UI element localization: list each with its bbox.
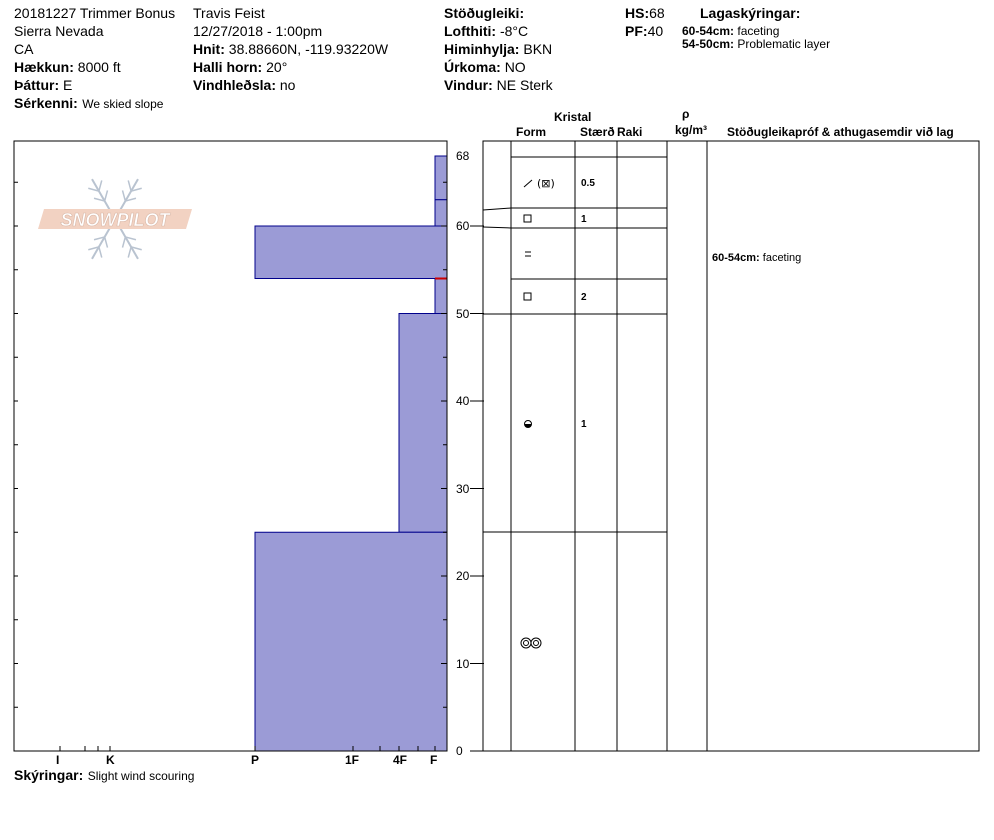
depth-label: 10 [456, 656, 470, 671]
layer-comment-range: 60-54cm: [712, 252, 763, 264]
elevation-label: Hækkun: [14, 59, 74, 75]
layer-note-1-text: faceting [737, 24, 780, 38]
observer: Travis Feist [193, 5, 265, 21]
moisture-header: Raki [617, 125, 643, 139]
size-header: Stærð [580, 125, 615, 139]
layer-note-2-range: 54-50cm: [682, 37, 735, 51]
hardness-label: P [251, 753, 260, 767]
grain-size-label: 0.5 [581, 178, 595, 189]
layer-note-2-text: Problematic layer [737, 37, 831, 51]
depth-label: 68 [456, 149, 470, 163]
grain-symbol [521, 638, 531, 648]
grain-symbol [524, 641, 529, 646]
form-header: Form [516, 125, 546, 139]
depth-label: 0 [456, 744, 463, 758]
layer-comment-text: faceting [762, 252, 802, 264]
density-unit-header: kg/m³ [675, 123, 708, 137]
stability-label: Stöðugleiki: [444, 5, 525, 21]
grain-symbol [524, 293, 531, 300]
table-connector [483, 208, 511, 210]
snowpilot-logo [38, 179, 192, 259]
table-connector [483, 227, 511, 228]
profile-layer [255, 532, 447, 751]
aspect-value: E [63, 77, 73, 93]
profile-layer [435, 200, 447, 226]
profile-layer [399, 314, 447, 533]
air-temp-value: -8°C [499, 23, 529, 39]
hardness-label: 1F [345, 753, 360, 767]
grain-symbol [524, 180, 532, 187]
hardness-label: 4F [393, 753, 408, 767]
wind-label: Vindur: [444, 77, 493, 93]
slope-value: 20° [266, 59, 288, 75]
hs-label: HS: [625, 5, 650, 21]
layer-note-1-range: 60-54cm: [682, 24, 735, 38]
pf-label: PF: [625, 23, 648, 39]
grain-symbol: (⊠) [537, 177, 555, 190]
wind-loading-value: no [279, 77, 296, 93]
hardness-label: F [430, 753, 438, 767]
footer-comments-label: Skýringar: [14, 767, 84, 783]
footer-comments-value: Slight wind scouring [87, 769, 195, 783]
hardness-label: K [106, 753, 115, 767]
rho-header: ρ [682, 107, 690, 121]
grain-size-label: 1 [581, 419, 587, 430]
sky-value: BKN [523, 41, 553, 57]
comments-header: Stöðugleikapróf & athugasemdir við lag [727, 125, 954, 139]
hardness-label: I [56, 753, 60, 767]
depth-label: 30 [456, 481, 470, 496]
profile-layer [255, 226, 447, 279]
hs-value: 68 [649, 5, 665, 21]
features-value: We skied slope [82, 97, 164, 111]
features-label: Sérkenni: [14, 95, 78, 111]
grain-symbol [524, 215, 531, 222]
depth-label: 50 [456, 306, 470, 321]
location-line: 20181227 Trimmer Bonus [14, 5, 176, 21]
layers-title: Lagaskýringar: [700, 5, 801, 21]
wind-loading-label: Vindhleðsla: [193, 77, 276, 93]
pf-value: 40 [647, 23, 664, 39]
coords-value: 38.88660N, -119.93220W [228, 41, 389, 57]
range: Sierra Nevada [14, 23, 104, 39]
aspect-label: Þáttur: [14, 77, 60, 93]
datetime: 12/27/2018 - 1:00pm [193, 23, 323, 39]
depth-label: 40 [456, 394, 470, 408]
depth-label: 20 [456, 569, 470, 583]
footer-comments [14, 768, 194, 784]
profile-layer [435, 156, 447, 200]
precip-label: Úrkoma: [444, 59, 501, 75]
precip-value: NO [504, 59, 526, 75]
crystal-header: Kristal [554, 110, 592, 124]
air-temp-label: Lofthiti: [444, 23, 497, 39]
grain-size-label: 2 [581, 292, 587, 303]
depth-label: 60 [456, 219, 470, 233]
layer-table-frame [483, 141, 979, 751]
grain-symbol [534, 641, 539, 646]
slope-label: Halli horn: [193, 59, 263, 75]
profile-layer [435, 279, 447, 314]
state: CA [14, 41, 34, 57]
elevation-value: 8000 ft [77, 59, 121, 75]
layer-comment [712, 253, 801, 264]
sky-label: Himinhylja: [444, 41, 520, 57]
wind-value: NE Sterk [496, 77, 553, 93]
coords-label: Hnit: [193, 41, 225, 57]
grain-symbol [531, 638, 541, 648]
logo-text: SNOWPILOT [60, 210, 170, 230]
grain-size-label: 1 [581, 214, 587, 225]
